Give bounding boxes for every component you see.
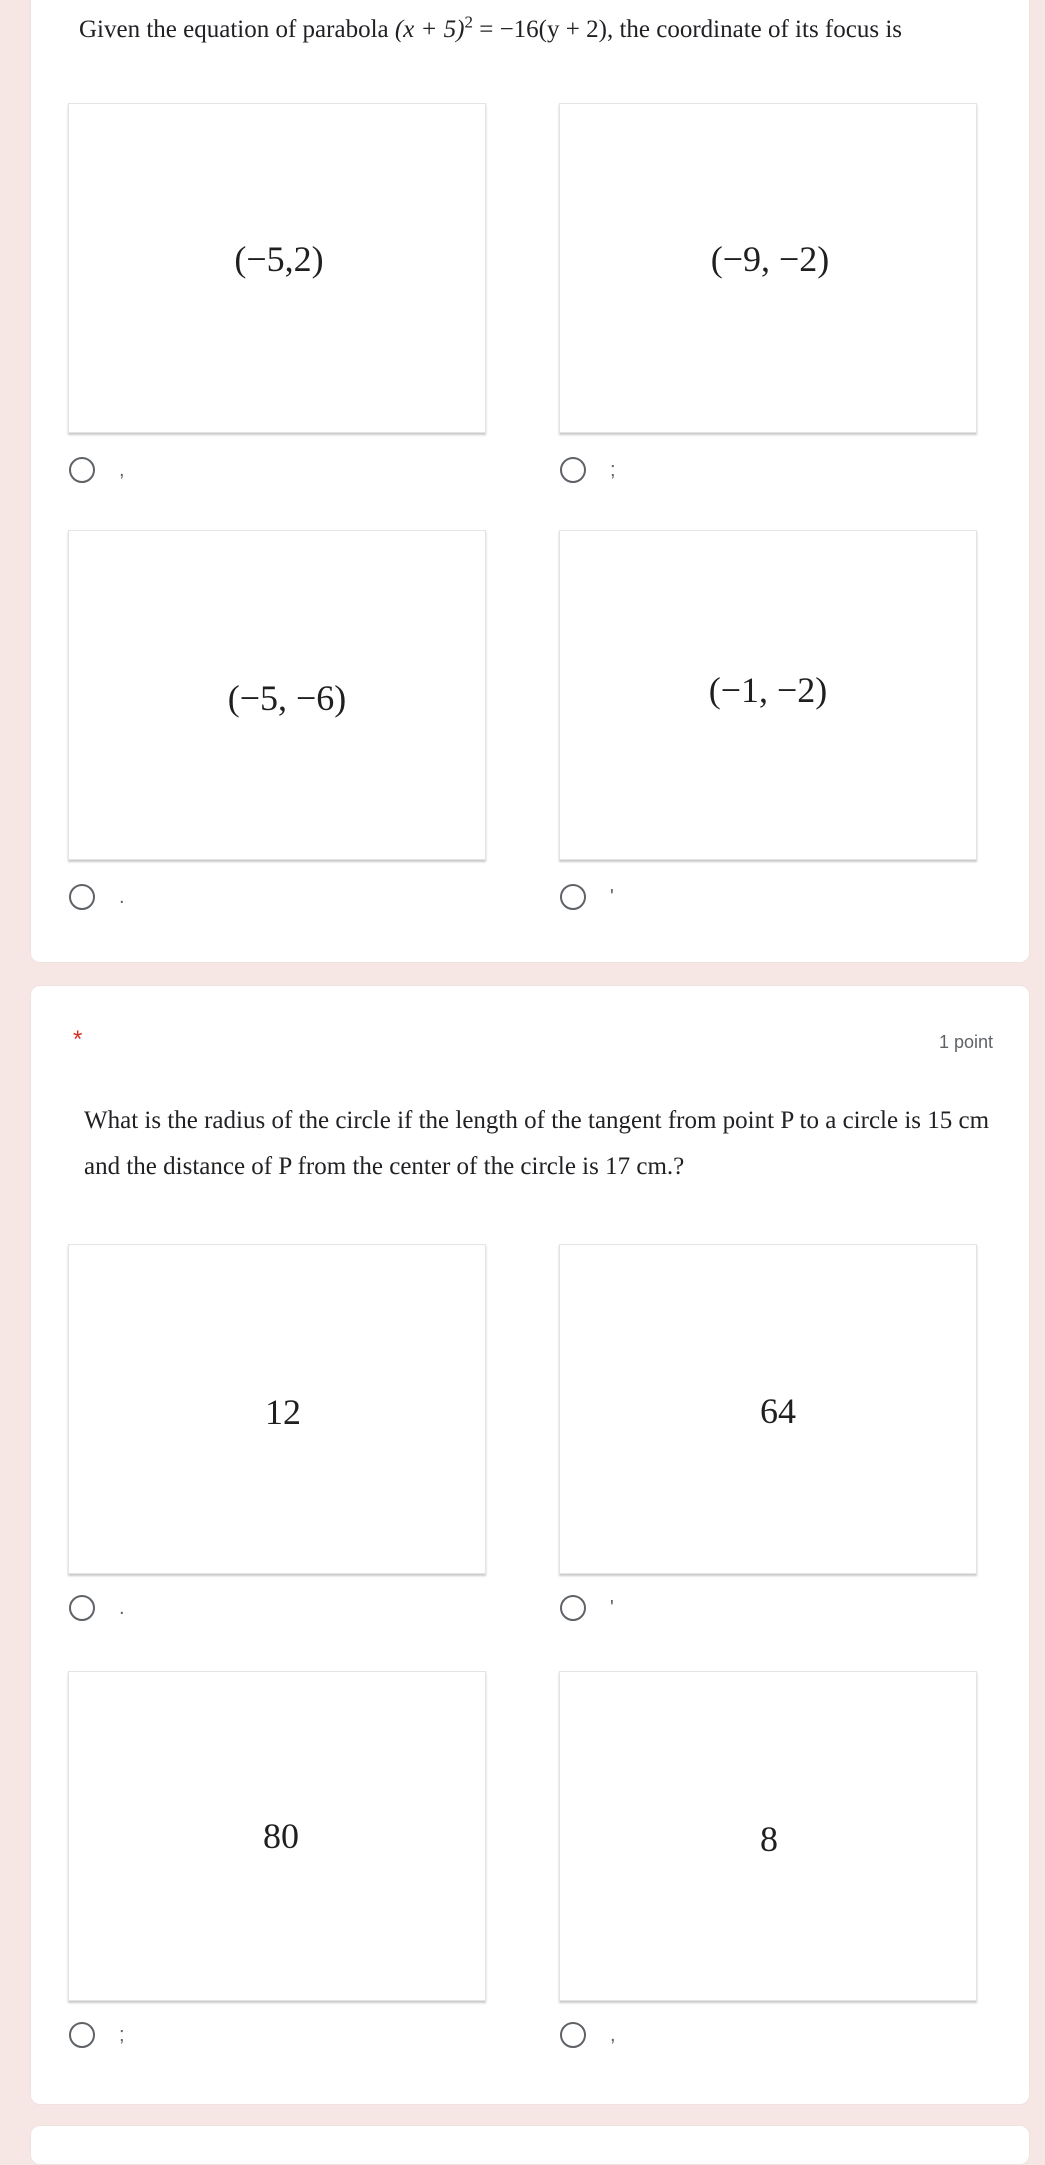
option-image-b[interactable] — [559, 1244, 977, 1574]
option-radio-row-a[interactable] — [69, 1595, 125, 1621]
option-radio-row-b[interactable] — [560, 1595, 614, 1621]
option-image-text: (−9, −2) — [710, 239, 830, 279]
option-label: , — [610, 2024, 616, 2046]
question-card-1 — [30, 0, 1030, 963]
radio-button[interactable] — [69, 1595, 95, 1621]
radio-button[interactable] — [69, 457, 95, 483]
option-image-c[interactable] — [68, 530, 486, 860]
option-image-text: (−5, −6) — [227, 678, 347, 718]
question-card-3 — [30, 2125, 1030, 2165]
option-image-text: 64 — [760, 1391, 796, 1431]
question-1-exponent: 2 — [464, 12, 473, 32]
required-asterisk: * — [73, 1026, 83, 1053]
option-image-text: (−5,2) — [234, 239, 324, 279]
option-radio-row-d[interactable] — [560, 884, 614, 910]
radio-button[interactable] — [560, 2022, 586, 2048]
question-1-equation: (x + 5) — [394, 16, 465, 43]
option-image-text: (−1, −2) — [708, 670, 828, 710]
question-1-text-end: , the coordinate of its focus is — [606, 16, 903, 43]
option-label: ' — [610, 886, 614, 908]
option-radio-row-c[interactable] — [69, 2022, 125, 2048]
option-radio-row-b[interactable] — [560, 457, 616, 483]
option-image-a[interactable] — [68, 103, 486, 433]
radio-button[interactable] — [69, 884, 95, 910]
option-image-text: 8 — [760, 1819, 778, 1859]
radio-button[interactable] — [560, 884, 586, 910]
points-label: 1 point — [938, 1032, 993, 1052]
question-1-equation-rest: = −16(y + 2) — [472, 16, 607, 43]
option-label: ; — [610, 459, 616, 481]
radio-button[interactable] — [560, 457, 586, 483]
option-label: ; — [119, 2024, 125, 2046]
option-radio-row-c[interactable] — [69, 884, 125, 910]
radio-button[interactable] — [69, 2022, 95, 2048]
option-image-c[interactable] — [68, 1671, 486, 2001]
question-2-title: What is the radius of the circle if the length of the tangent from point P to a circle is 15 cm and the distance of P from the center of the circle is 17 cm.? — [84, 1107, 990, 1180]
option-image-b[interactable] — [559, 103, 977, 433]
option-image-text: 12 — [265, 1392, 301, 1432]
option-label: , — [119, 459, 125, 481]
option-label: . — [119, 886, 125, 908]
question-1-title — [79, 7, 902, 53]
option-image-d[interactable] — [559, 1671, 977, 2001]
question-1-text: Given the equation of parabola — [79, 16, 395, 43]
option-image-a[interactable] — [68, 1244, 486, 1574]
option-label: ' — [610, 1597, 614, 1619]
option-radio-row-a[interactable] — [69, 457, 125, 483]
option-label: . — [119, 1597, 125, 1619]
option-radio-row-d[interactable] — [560, 2022, 616, 2048]
option-image-d[interactable] — [559, 530, 977, 860]
question-card-2 — [30, 985, 1030, 2105]
radio-button[interactable] — [560, 1595, 586, 1621]
option-image-text: 80 — [263, 1816, 299, 1856]
